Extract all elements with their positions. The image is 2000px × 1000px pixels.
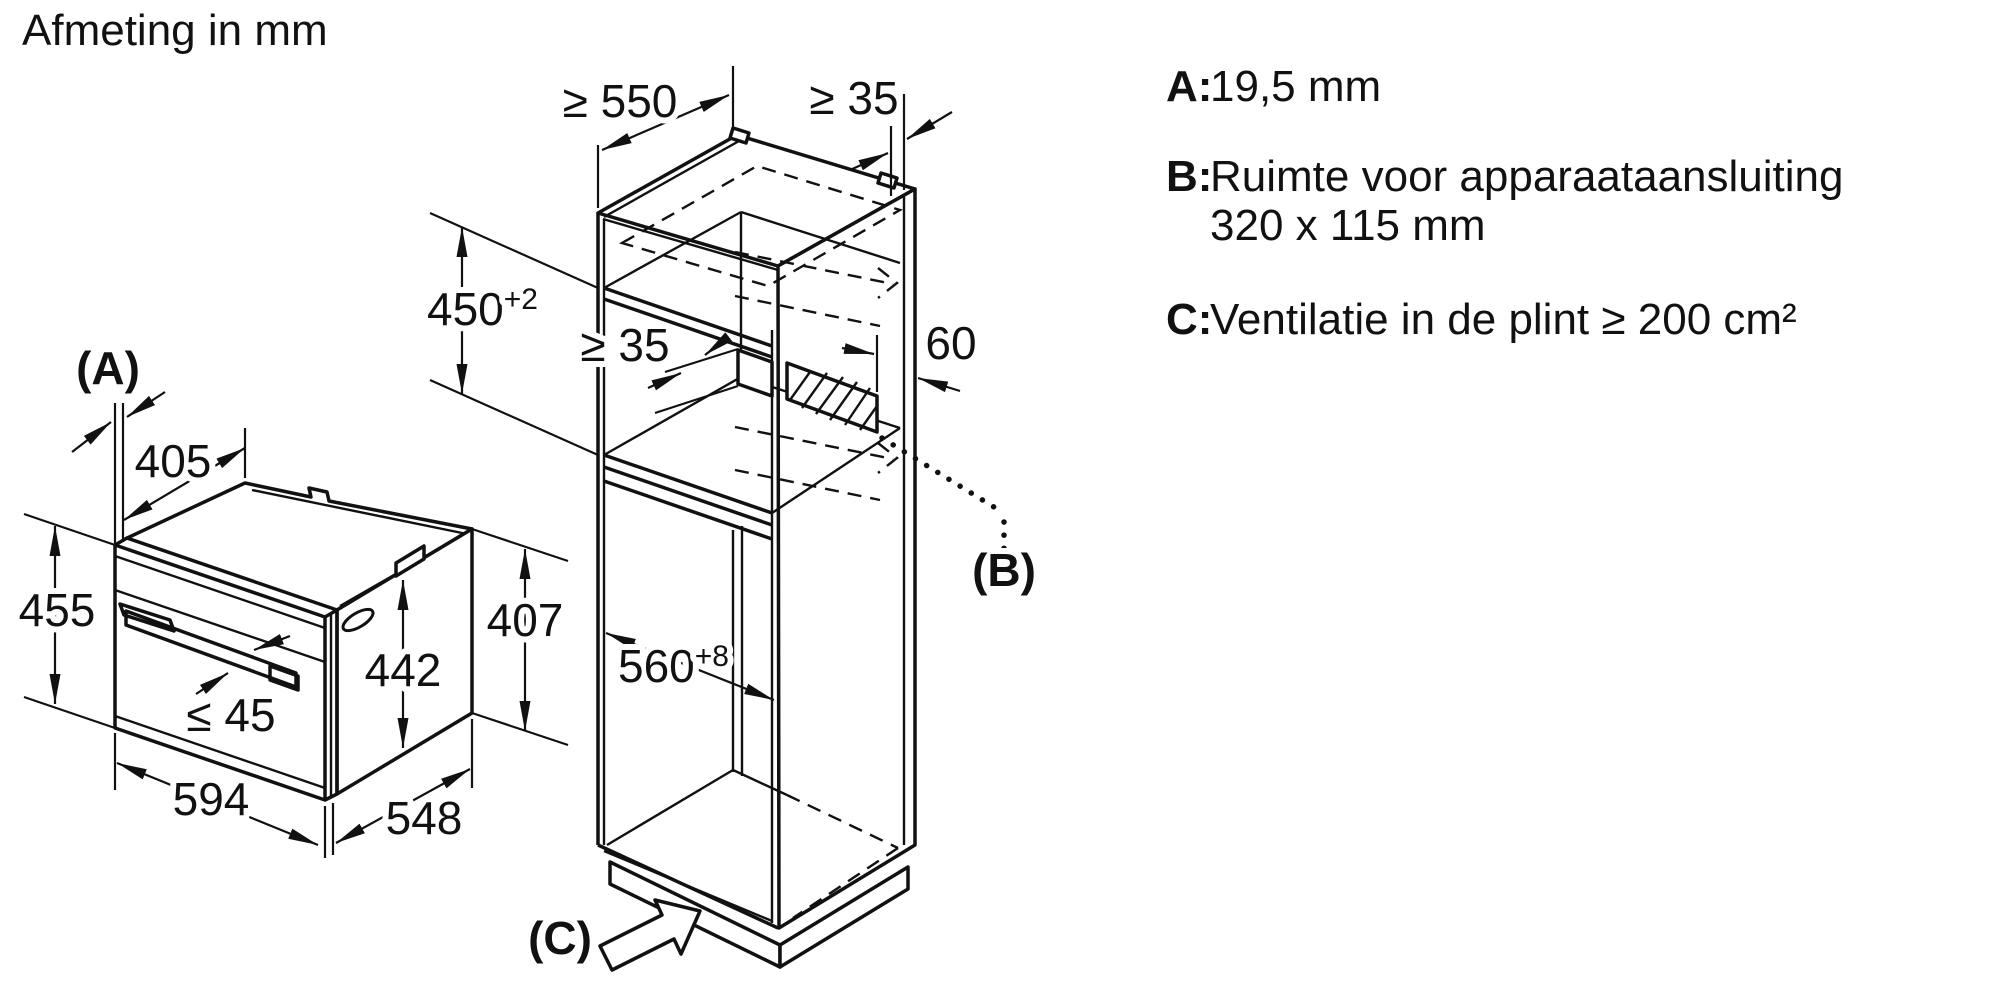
dim-a-arrow-right	[127, 392, 165, 417]
dim-405-label: 405	[134, 435, 212, 487]
cabinet-drawing	[598, 128, 1004, 970]
legend-text-a	[1210, 62, 1381, 111]
dim-35top-arrow-right	[907, 112, 952, 139]
dim-594-label: 594	[172, 773, 250, 825]
dim-450-label: $450^{+2}$	[427, 283, 538, 335]
legend-text-b-line2: 320 x 115 mm	[1210, 201, 1486, 250]
oven-drawing	[115, 483, 472, 800]
dim-35top-label: ≥ 35	[809, 72, 899, 124]
legend-item-b	[1166, 152, 1844, 250]
label-b-marker: (B)	[972, 544, 1036, 596]
ventilation-arrow-icon	[600, 900, 700, 970]
legend-text-c-line1: Ventilatie in de plint ≥ 200 cm²	[1210, 295, 1797, 344]
legend-key-a: A:	[1166, 62, 1213, 111]
cabinet-shelf-edge	[604, 455, 772, 539]
legend-item-c	[1166, 295, 1797, 344]
dim-35niche-arrow-lower	[648, 373, 681, 388]
dim-442-label: 442	[364, 644, 442, 696]
dim-560-label: $560^{+8}$	[618, 640, 729, 692]
dim-60-label: 60	[925, 317, 977, 369]
dim-407-label: 407	[486, 594, 564, 646]
dim-60-arrow-right	[918, 378, 960, 391]
dim-a-extensions	[115, 403, 123, 549]
dim-45-label: ≤ 45	[186, 689, 276, 741]
legend-text-a-line1: 19,5 mm	[1210, 62, 1382, 111]
dim-35top-arrow-left	[850, 153, 888, 170]
legend-text-b-line1: Ruimte voor apparaataansluiting	[1210, 152, 1844, 201]
dim-455-label: 455	[18, 584, 96, 636]
legend-key-b: B:	[1166, 152, 1213, 201]
label-a-marker: (A)	[76, 342, 140, 394]
dim-a-arrow-left	[72, 422, 111, 452]
page-title: Afmeting in mm	[22, 6, 328, 55]
dim-548-label: 548	[385, 792, 463, 844]
cabinet-side-panel	[778, 189, 915, 928]
legend-item-a	[1166, 62, 1381, 111]
dim-550-label: ≥ 550	[562, 75, 678, 127]
legend-text-b	[1210, 152, 1844, 250]
dim-35niche-label: ≥ 35	[580, 319, 670, 371]
legend-key-c: C:	[1166, 295, 1213, 344]
label-c-marker: (C)	[528, 912, 592, 964]
legend-text-c	[1210, 295, 1797, 344]
